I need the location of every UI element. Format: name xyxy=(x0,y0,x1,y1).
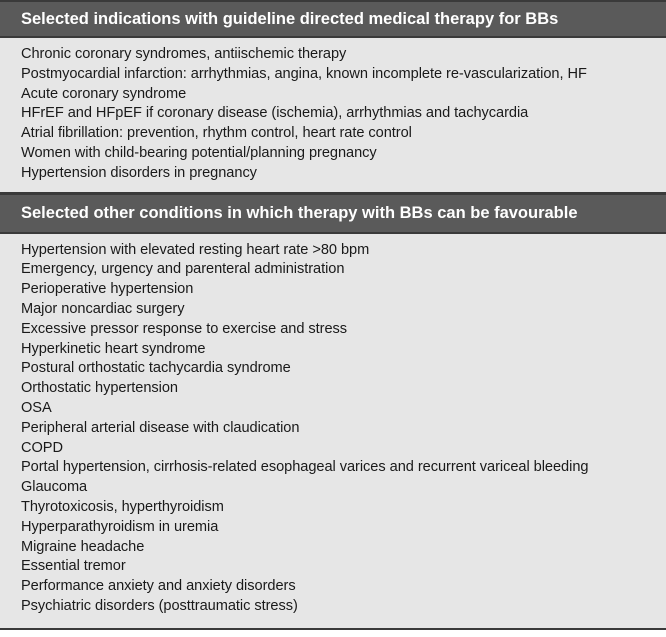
list-item: Hypertension with elevated resting heart rate >80 bpm xyxy=(21,241,370,258)
list-item: Chronic coronary syndromes, antiischemic therapy xyxy=(21,46,347,62)
list-item: Excessive pressor response to exercise and stress xyxy=(21,320,348,337)
list-item: Major noncardiac surgery xyxy=(21,300,185,317)
list-item: Glaucoma xyxy=(21,479,88,496)
list-item: OSA xyxy=(21,399,52,416)
list-item: Postural orthostatic tachycardia syndrome xyxy=(21,360,291,377)
list-item: Emergency, urgency and parenteral administration xyxy=(21,261,345,278)
list-item: Orthostatic hypertension xyxy=(21,380,178,397)
list-item: COPD xyxy=(21,439,63,456)
list-item: Atrial fibrillation: prevention, rhythm control, heart rate control xyxy=(21,125,412,142)
list-item: Performance anxiety and anxiety disorders xyxy=(21,578,296,595)
list-item: Postmyocardial infarction: arrhythmias, angina, known incomplete re-vascularization, HF xyxy=(21,65,587,82)
list-item: Peripheral arterial disease with claudication xyxy=(21,419,300,436)
list-item: Psychiatric disorders (posttraumatic stress) xyxy=(21,597,298,614)
list-item: Acute coronary syndrome xyxy=(21,85,187,102)
list-item: Thyrotoxicosis, hyperthyroidism xyxy=(21,498,224,515)
section-heading-guideline xyxy=(0,0,666,38)
list-item: Migraine headache xyxy=(21,538,145,555)
list-item: Perioperative hypertension xyxy=(21,281,194,298)
list-item: Portal hypertension, cirrhosis-related esophageal varices and recurrent variceal bleeding xyxy=(21,459,589,476)
section-heading-text: Selected indications with guideline directed medical therapy for BBs xyxy=(21,9,559,28)
other-conditions-list xyxy=(0,234,666,617)
list-item: Essential tremor xyxy=(21,558,126,575)
section-heading-other-conditions xyxy=(0,192,666,234)
section-heading-text: Selected other conditions in which therapy with BBs can be favourable xyxy=(21,203,578,222)
guideline-indications-list xyxy=(0,38,666,184)
list-item: Hyperparathyroidism in uremia xyxy=(21,518,219,535)
list-item: HFrEF and HFpEF if coronary disease (ischemia), arrhythmias and tachycardia xyxy=(21,105,529,122)
list-item: Hypertension disorders in pregnancy xyxy=(21,164,257,181)
list-item: Women with child-bearing potential/planning pregnancy xyxy=(21,144,377,161)
list-item: Hyperkinetic heart syndrome xyxy=(21,340,206,357)
table-bottom-rule xyxy=(0,628,666,630)
